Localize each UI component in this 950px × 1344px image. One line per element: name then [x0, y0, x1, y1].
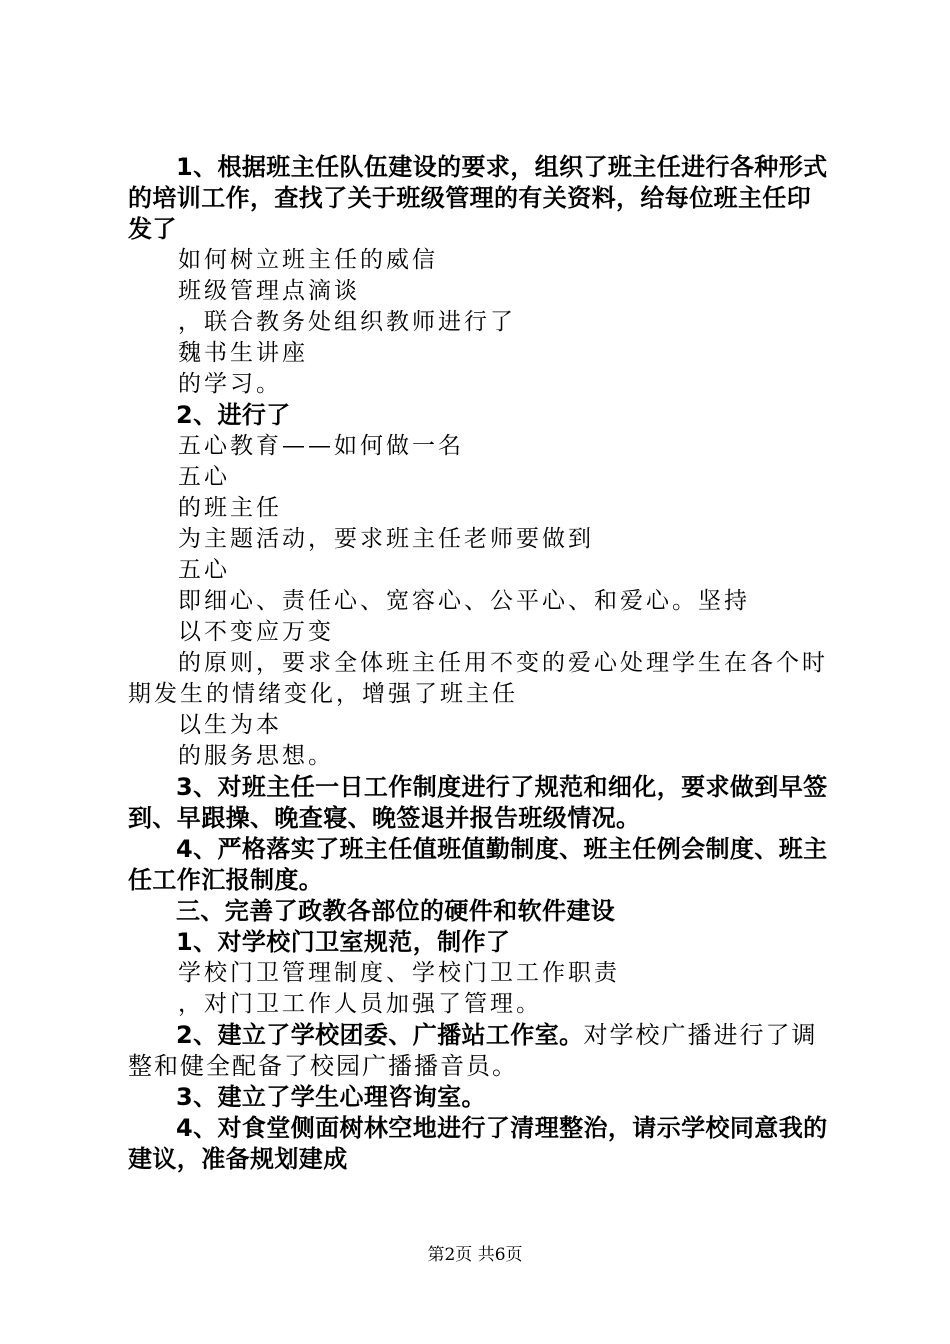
- page-number-label: 第2页 共6页: [427, 1245, 523, 1265]
- paragraph: ，联合教务处组织教师进行了: [178, 309, 516, 335]
- paragraph: 即细心、责任心、宽容心、公平心、和爱心。坚持: [178, 588, 750, 614]
- paragraph: 4、对食堂侧面树林空地进行了清理整治，请示学校同意我的建议，准备规划建成: [128, 1114, 828, 1173]
- paragraph-lead: 2、建立了学校团委、广播站工作室。: [176, 1021, 584, 1049]
- section-heading: 三、完善了政教各部位的硬件和软件建设: [176, 897, 616, 925]
- paragraph: 3、对班主任一日工作制度进行了规范和细化，要求做到早签到、早跟操、晚查寝、晚签退并报告班级情况。: [128, 773, 828, 832]
- paragraph: 学校门卫管理制度、学校门卫工作职责: [178, 960, 620, 986]
- paragraph: 1、对学校门卫室规范，制作了: [176, 928, 511, 956]
- paragraph: 以生为本: [178, 712, 282, 738]
- paragraph: 以不变应万变: [178, 619, 334, 645]
- paragraph: 4、严格落实了班主任值班值勤制度、班主任例会制度、班主任工作汇报制度。: [128, 835, 828, 894]
- paragraph: 的学习。: [178, 371, 282, 397]
- document-body: [128, 152, 832, 1175]
- paragraph: 班级管理点滴谈: [178, 278, 360, 304]
- paragraph: [128, 1020, 832, 1082]
- paragraph: ，对门卫工作人员加强了管理。: [178, 991, 542, 1017]
- paragraph-wrapping: 的原则，要求全体班主任用不变的爱心处理学生在各个时期发生的情绪变化，增强了班主任: [128, 650, 828, 707]
- page-footer: [0, 1243, 950, 1267]
- paragraph: 五心: [178, 464, 230, 490]
- paragraph-tail: 对学校广播进行了调整和健全配备了校园广播播音员。: [128, 1021, 818, 1080]
- paragraph: 2、进行了: [176, 401, 291, 429]
- paragraph: 的班主任: [178, 495, 282, 521]
- paragraph: 的服务思想。: [178, 743, 334, 769]
- paragraph: 五心: [178, 557, 230, 583]
- paragraph: 魏书生讲座: [178, 340, 308, 366]
- paragraph: 为主题活动，要求班主任老师要做到: [178, 526, 594, 552]
- paragraph: 如何树立班主任的威信: [178, 247, 438, 273]
- paragraph: 1、根据班主任队伍建设的要求，组织了班主任进行各种形式的培训工作，查找了关于班级管理的有关资料，给每位班主任印发了: [128, 153, 828, 243]
- paragraph: 五心教育——如何做一名: [178, 433, 464, 459]
- paragraph: 3、建立了学生心理咨询室。: [176, 1083, 486, 1111]
